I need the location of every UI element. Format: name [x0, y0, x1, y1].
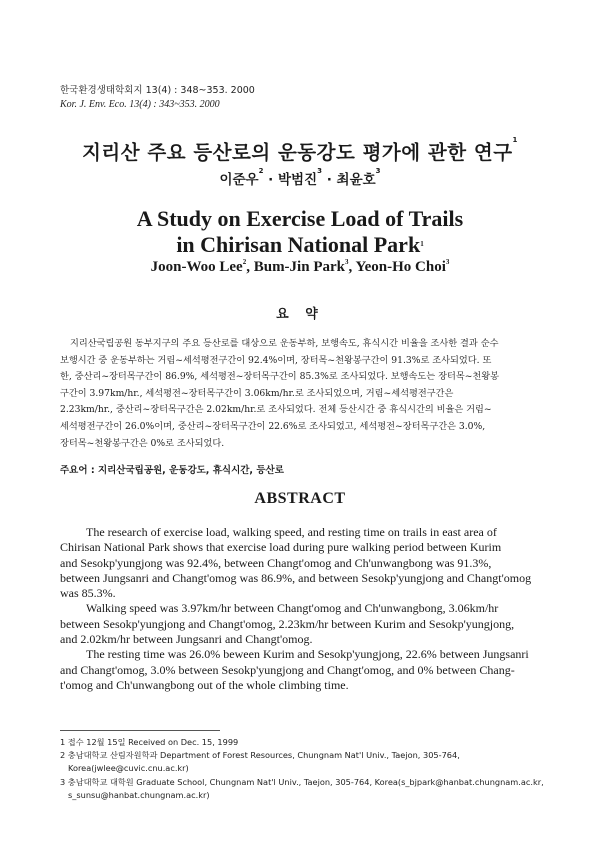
- author-ko-1-mark: 2: [258, 167, 264, 175]
- author-en-comma: ,: [246, 259, 254, 275]
- korean-abstract-heading: 요 약: [276, 307, 324, 322]
- title-korean: [0, 137, 600, 165]
- journal-citation: [60, 84, 255, 112]
- korean-abstract-line: 지리산국립공원 동부지구의 주요 등산로를 대상으로 운동부하, 보행속도, 휴식시간 비율을 조사한 결과 순수: [70, 338, 499, 349]
- title-english: [0, 206, 600, 258]
- footnote-3-cont: s_sunsu@hanbat.chungnam.ac.kr): [68, 789, 210, 800]
- abstract-p1-line: was 85.3%.: [60, 586, 116, 601]
- author-ko-separator: ·: [263, 172, 278, 188]
- korean-abstract-line: 2.23km/hr., 중산리~장터목구간은 2.02km/hr.로 조사되었다. 전체 등산시간 중 휴식시간의 비율은 거림~: [60, 404, 492, 416]
- korean-abstract-line: 세석평전구간이 26.0%이며, 중산리~장터목구간이 22.6%로 조사되었고, 세석평전~장터목구간은 3.0%,: [60, 420, 486, 432]
- author-en-3: Yeon-Ho Choi: [355, 259, 446, 275]
- title-korean-footnote-mark: 1: [512, 136, 518, 144]
- abstract-p3-line: and Changt'omog, 3.0% between Sesokp'yungjong and Changt'omog, and 0% between Chang-: [60, 662, 515, 677]
- abstract-heading: ABSTRACT: [254, 490, 346, 507]
- abstract-p2-line: Walking speed was 3.97km/hr between Changt'omog and Ch'unwangbong, 3.06km/hr: [86, 601, 499, 616]
- footnote-divider: [60, 730, 220, 731]
- author-ko-3: 최윤호: [336, 172, 376, 188]
- author-en-3-mark: 3: [445, 258, 450, 266]
- english-abstract: [60, 525, 578, 693]
- abstract-p1-line: and Sesokp'yungjong was 92.4%, between Changt'omog and Ch'unwangbong was 91.3%,: [60, 555, 492, 570]
- korean-abstract-line: 장터목~천왕봉구간은 0%로 조사되었다.: [60, 437, 225, 449]
- footnotes: [60, 736, 544, 802]
- footnote-1: 1 접수 12월 15일 Received on Dec. 15, 1999: [60, 737, 239, 747]
- footnote-3: 3 충남대학교 대학원 Graduate School, Chungnam Nat'l Univ., Taejon, 305-764, Korea(s_bjpark@hanbat.chungnam.ac.kr,: [60, 776, 544, 787]
- author-ko-2-mark: 3: [317, 167, 322, 175]
- author-ko-2: 박범진: [278, 172, 318, 188]
- korean-abstract-line: 구간이 3.97km/hr., 세석평전~장터목구간이 3.06km/hr.로 조사되었으며, 거림~세석평전구간은: [60, 387, 454, 399]
- footnote-2-cont: Korea(jwlee@cuvic.cnu.ac.kr): [68, 763, 189, 774]
- title-korean-text: 지리산 주요 등산로의 운동강도 평가에 관한 연구: [82, 141, 513, 164]
- author-ko-3-mark: 3: [375, 167, 381, 175]
- abstract-p1-line: between Jungsanri and Changt'omog was 86.9%, and between Sesokp'yungjong and Changt'omog: [60, 570, 532, 585]
- title-english-line-2-wrap: [0, 232, 600, 258]
- author-en-2: Bum-Jin Park: [253, 259, 345, 275]
- journal-citation-ko: 한국환경생태학회지 13(4) : 348~353. 2000: [60, 85, 255, 96]
- authors-korean: [0, 168, 600, 188]
- abstract-p3-line: t'omog and Ch'unwangbong out of the whole climbing time.: [60, 677, 349, 692]
- title-english-line-1: A Study on Exercise Load of Trails: [136, 206, 464, 231]
- abstract-p2-line: and 2.02km/hr between Jungsanri and Changt'omog.: [60, 632, 313, 647]
- author-en-1-mark: 2: [242, 258, 247, 266]
- abstract-p3-line: The resting time was 26.0% beween Kurim and Sesokp'yungjong, 22.6% between Jungsanri: [86, 647, 529, 662]
- korean-abstract: [60, 336, 548, 452]
- author-ko-separator: ·: [322, 172, 337, 188]
- footnote-2: 2 충남대학교 산림자원학과 Department of Forest Resources, Chungnam Nat'l Univ., Taejon, 305-764,: [60, 750, 460, 761]
- authors-english: [0, 259, 600, 276]
- title-english-line-2: in Chirisan National Park: [176, 232, 421, 257]
- abstract-p2-line: between Sesokp'yungjong and Changt'omog, 2.23km/hr between Kurim and Sesokp'yungjong,: [60, 616, 515, 631]
- abstract-p1-line: The research of exercise load, walking speed, and resting time on trails in east area of: [86, 525, 497, 539]
- author-ko-1: 이준우: [219, 172, 259, 188]
- author-en-2-mark: 3: [344, 258, 349, 266]
- korean-abstract-line: 보행시간 중 운동부하는 거림~세석평전구간이 92.4%이며, 장터목~천왕봉구간이 91.3%로 조사되었다. 또: [60, 354, 492, 366]
- korean-abstract-line: 한, 중산리~장터목구간이 86.9%, 세석평전~장터목구간이 85.3%로 조사되었다. 보행속도는 장터목~천왕봉: [60, 371, 500, 383]
- keywords: 주요어 : 지리산국립공원, 운동강도, 휴식시간, 등산로: [60, 465, 284, 476]
- abstract-p1-line: Chirisan National Park shows that exercise load during pure walking period between Kurim: [60, 540, 502, 555]
- title-english-footnote-mark: 1: [420, 240, 424, 248]
- author-en-1: Joon-Woo Lee: [150, 259, 243, 275]
- author-en-comma: ,: [348, 259, 356, 275]
- journal-citation-en: Kor. J. Env. Eco. 13(4) : 343~353. 2000: [60, 99, 220, 110]
